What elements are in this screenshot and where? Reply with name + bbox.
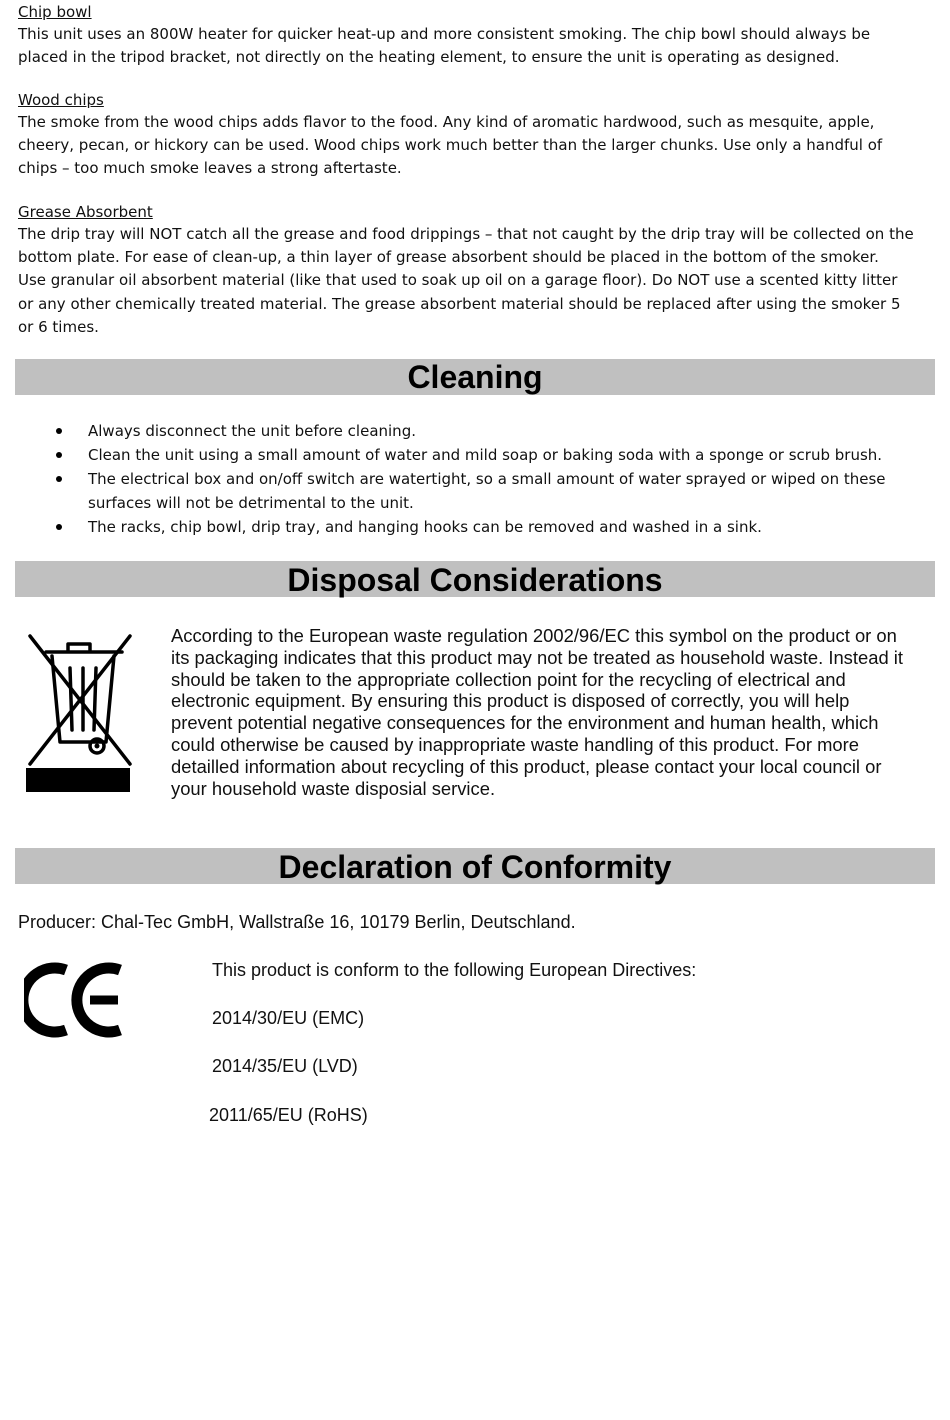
- chip-bowl-text: [18, 23, 870, 69]
- disposal-text: [171, 625, 903, 799]
- directive-rohs: 2011/65/EU (RoHS): [209, 1105, 368, 1125]
- text-line: placed in the tripod bracket, not directly on the heating element, to ensure the unit is operating as designed.: [18, 48, 840, 67]
- producer-line: Producer: Chal-Tec GmbH, Wallstraße 16, 10179 Berlin, Deutschland.: [18, 912, 576, 932]
- wood-chips-text: [18, 111, 882, 181]
- text-line: cheery, pecan, or hickory can be used. Wood chips work much better than the larger chunks. Use only a handful of: [18, 136, 883, 155]
- list-item: [18, 419, 918, 443]
- text-line: bottom plate. For ease of clean-up, a thin layer of grease absorbent should be placed in the bottom of the smoker.: [18, 248, 879, 267]
- cleaning-list: [18, 419, 918, 539]
- directive-lvd: 2014/35/EU (LVD): [212, 1056, 358, 1076]
- text-line: or 6 times.: [18, 317, 99, 336]
- cleaning-title: Cleaning: [15, 359, 935, 395]
- list-item-text: The racks, chip bowl, drip tray, and hanging hooks can be removed and washed in a sink.: [88, 518, 762, 536]
- text-line: The smoke from the wood chips adds flavor to the food. Any kind of aromatic hardwood, such as mesquite, apple,: [18, 113, 875, 131]
- grease-absorbent-section: [18, 201, 914, 339]
- text-line: or any other chemically treated material. The grease absorbent material should be replaced after using the smoker 5: [18, 294, 901, 313]
- ce-mark-icon: [24, 962, 126, 1038]
- text-line: detailled information about recycling of this product, please contact your local council or: [171, 755, 882, 777]
- list-item-text: Clean the unit using a small amount of water and mild soap or baking soda with a sponge or scrub brush.: [88, 446, 883, 464]
- text-line: prevent potential negative consequences for the environment and human health, which: [171, 712, 879, 734]
- disposal-title: Disposal Considerations: [15, 561, 935, 597]
- bullet-icon: [56, 428, 62, 434]
- text-line: could otherwise be caused by inappropriate waste handling of this product. For more: [171, 733, 859, 755]
- bullet-icon: [56, 452, 62, 458]
- bullet-icon: [56, 524, 62, 530]
- bullet-icon: [56, 476, 62, 482]
- text-line: Use granular oil absorbent material (like that used to soak up oil on a garage floor). Do NOT use a scented kitty litter: [18, 271, 898, 290]
- list-item: [18, 467, 918, 515]
- list-item: [18, 515, 918, 539]
- text-line: should be taken to the appropriate collection point for the recycling of electrical and: [171, 668, 846, 690]
- list-item-text: The electrical box and on/off switch are watertight, so a small amount of water sprayed or wiped on these: [88, 470, 886, 488]
- chip-bowl-heading: Chip bowl: [18, 3, 92, 21]
- text-line: your household waste disposial service.: [171, 777, 496, 799]
- conformity-title: Declaration of Conformity: [15, 848, 935, 884]
- grease-absorbent-text: [18, 223, 914, 339]
- grease-absorbent-heading: Grease Absorbent: [18, 203, 153, 221]
- directives-intro: This product is conform to the following European Directives:: [212, 960, 697, 980]
- weee-crossed-bin-icon: [24, 630, 136, 796]
- text-line: This unit uses an 800W heater for quicker heat-up and more consistent smoking. The chip bowl should always be: [18, 25, 871, 43]
- text-line: its packaging indicates that this product may not be treated as household waste. Instead it: [171, 646, 903, 668]
- text-line: According to the European waste regulation 2002/96/EC this symbol on the product or on: [171, 625, 897, 646]
- directive-emc: 2014/30/EU (EMC): [212, 1008, 365, 1028]
- text-line: chips – too much smoke leaves a strong aftertaste.: [18, 159, 402, 178]
- text-line: The drip tray will NOT catch all the grease and food drippings – that not caught by the drip tray will be collected on the: [18, 225, 914, 243]
- list-item-text: Always disconnect the unit before cleaning.: [88, 422, 416, 440]
- chip-bowl-section: [18, 1, 870, 69]
- text-line: electronic equipment. By ensuring this product is disposed of correctly, you will help: [171, 690, 850, 712]
- list-item: [18, 443, 918, 467]
- list-item-text: surfaces will not be detrimental to the unit.: [88, 494, 414, 512]
- wood-chips-heading: Wood chips: [18, 91, 104, 109]
- wood-chips-section: [18, 89, 882, 181]
